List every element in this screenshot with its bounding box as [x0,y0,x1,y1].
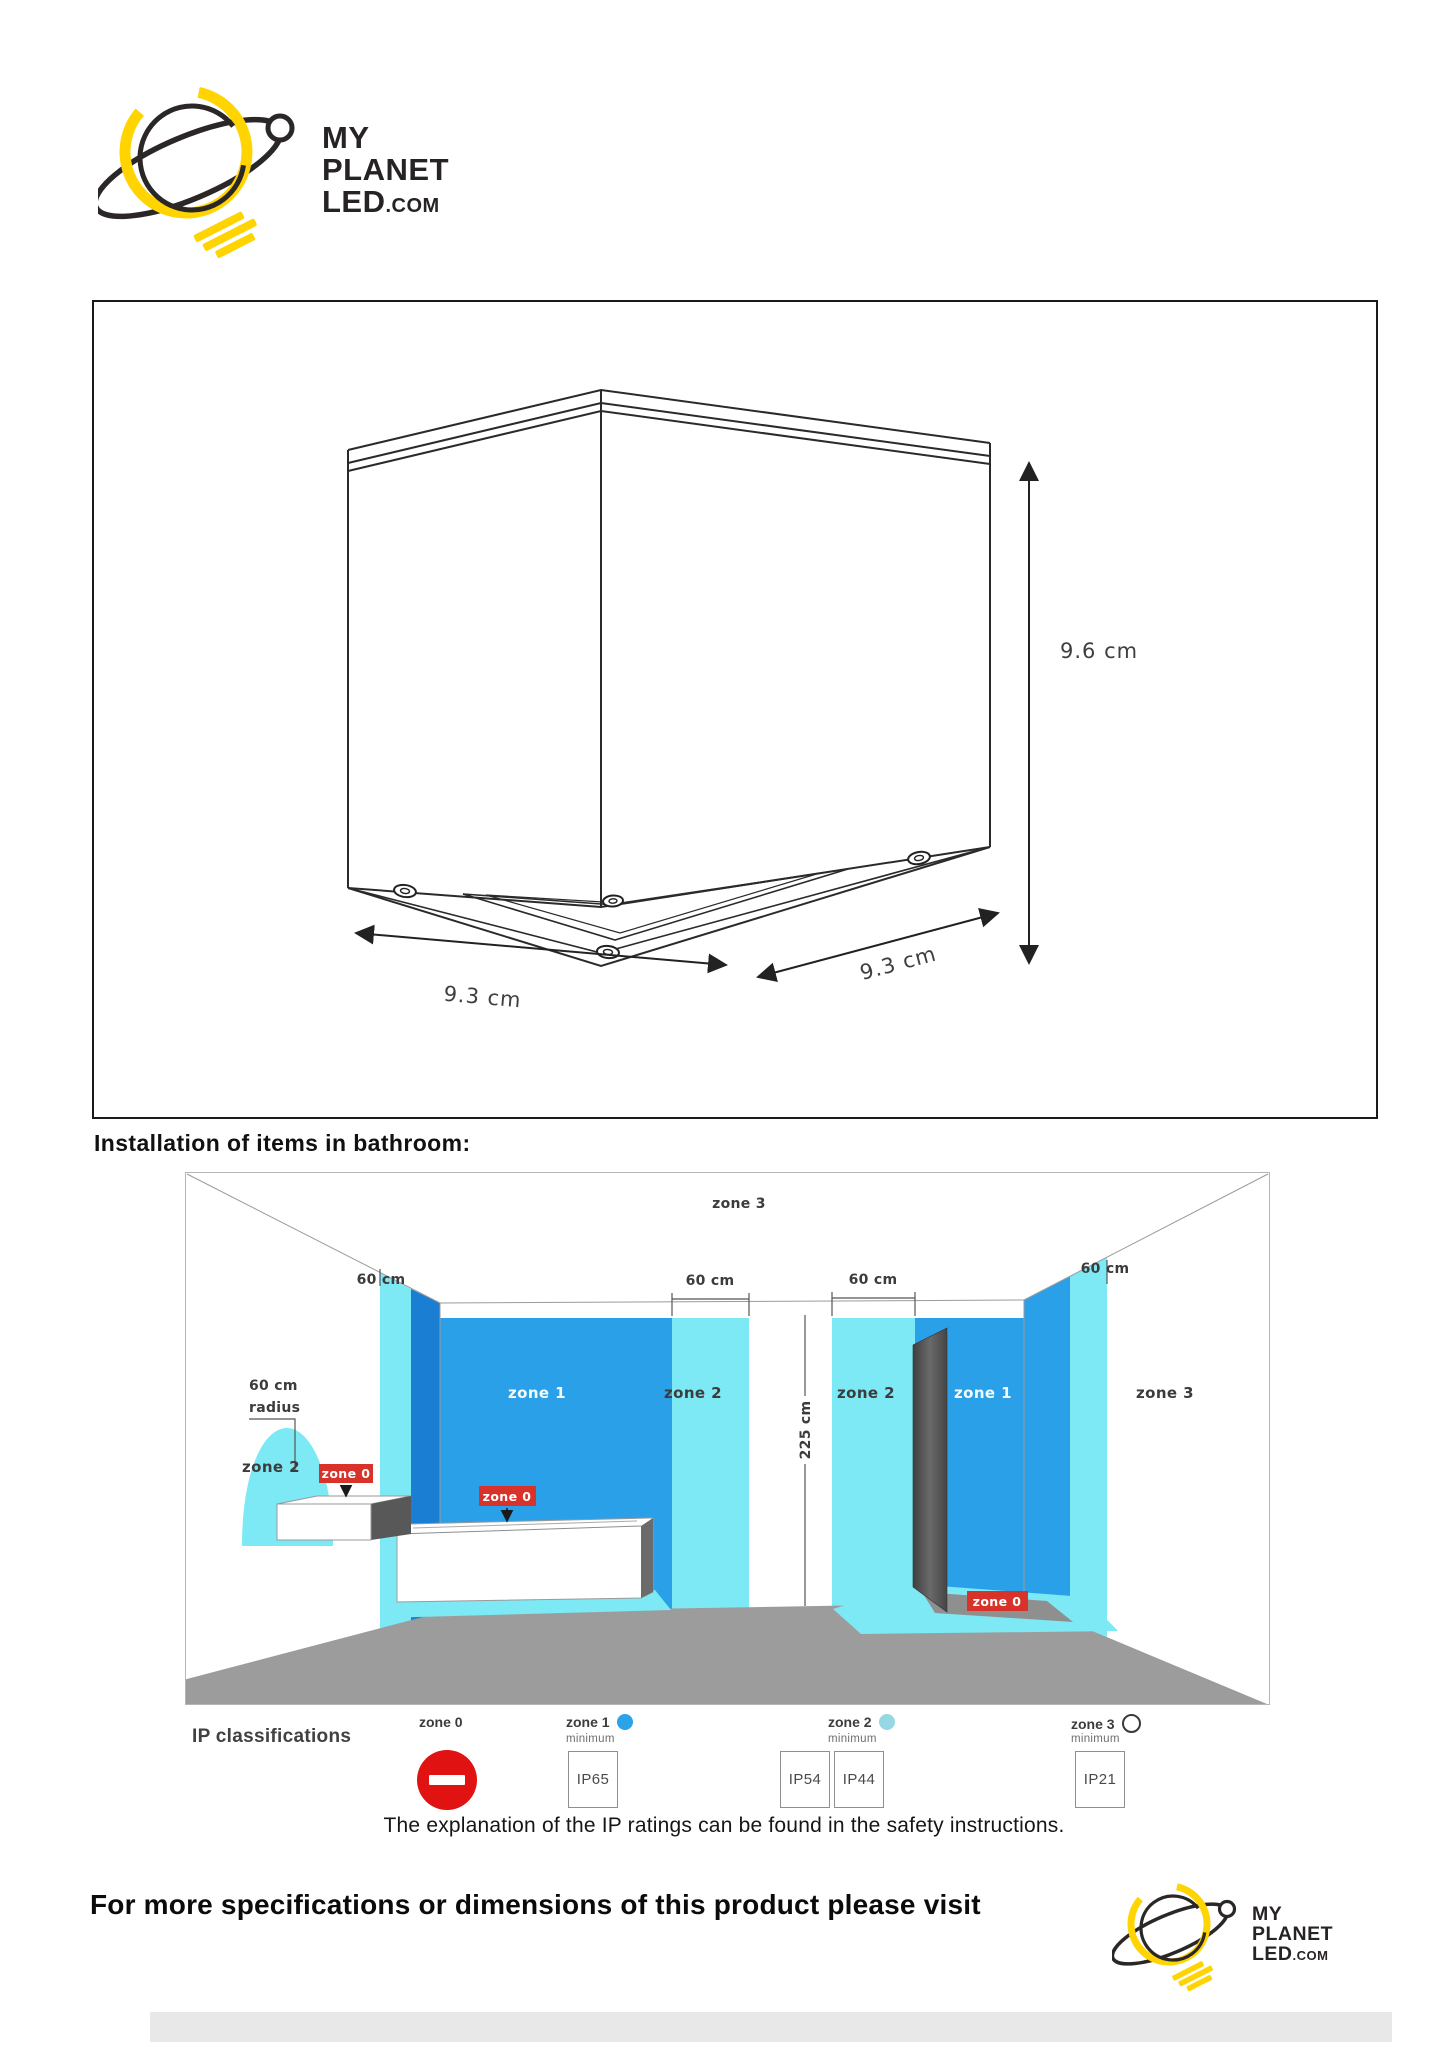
bathtub [381,1518,671,1618]
legend-zone2-minimum: minimum [828,1733,877,1745]
zone1-dot-icon [617,1714,633,1730]
ip-ratings-note: The explanation of the IP ratings can be found in the safety instructions. [383,1814,1065,1837]
cube-outline [348,390,990,966]
bathroom-zones-diagram [185,1172,1270,1705]
zone3-wall-label: zone 3 [1136,1384,1194,1402]
footer-planet-icon [1112,1879,1235,1995]
planet-icon [98,80,292,264]
depth-dimension-label: 9.3 cm [857,941,940,985]
legend-zone1-minimum: minimum [566,1733,615,1745]
legend-zone0-text: zone 0 [419,1714,463,1730]
zone3-ceiling-label: zone 3 [712,1196,766,1212]
section-heading: Installation of items in bathroom: [94,1130,471,1156]
zone3-circle-icon [1122,1714,1141,1733]
zone1-main-label: zone 1 [508,1384,566,1402]
zone2-shower-label: zone 2 [837,1384,895,1402]
logo-word-planet: PLANET [322,152,449,187]
ip44-box: IP44 [834,1751,884,1808]
logo-word-led-suffix: .COM [385,195,440,217]
dim-60cm-right: 60 cm [848,1272,898,1288]
no-entry-bar [429,1775,465,1785]
height-225cm-label: 225 cm [798,1400,814,1460]
zone0-badge-shower-label: zone 0 [972,1594,1022,1609]
zone2-main-label: zone 2 [664,1384,722,1402]
zone0-badge-shower [967,1591,1028,1611]
legend-zone3-label [1071,1714,1141,1733]
bottom-bar [150,2012,1392,2042]
height-dimension-label: 9.6 cm [1060,639,1139,663]
product-drawing [94,302,1376,1117]
legend-zone3-minimum: minimum [1071,1733,1120,1745]
ip54-box: IP54 [780,1751,830,1808]
product-drawing-frame [92,300,1378,1119]
brand-logo [98,68,498,283]
no-entry-icon [417,1750,477,1810]
legend-title: IP classifications [192,1726,352,1747]
radius-label-line2: radius [249,1400,301,1416]
radius-label-line1: 60 cm [249,1378,298,1394]
footer-text: For more specifications or dimensions of this product please visit [90,1889,981,1920]
dimension-arrows [356,463,1029,977]
footer-logo-word-led [1252,1943,1328,1965]
dim-60cm-mid: 60 cm [685,1273,735,1289]
zone0-badge-bath-label: zone 0 [482,1489,532,1504]
dim-60cm-left: 60 cm [356,1272,406,1288]
footer-logo-word-led-main: LED [1252,1943,1293,1965]
legend-zone3-text: zone 3 [1071,1715,1115,1732]
legend-zone0-label [419,1714,463,1730]
ip65-box: IP65 [568,1751,618,1808]
legend-zone1-label [566,1714,633,1730]
zone1-shower-label: zone 1 [954,1384,1012,1402]
logo-word-led-main: LED [322,184,386,219]
footer-brand-logo [1112,1872,1412,1997]
zone0-badge-sink-label: zone 0 [321,1466,371,1481]
legend-zone2-text: zone 2 [828,1714,872,1730]
legend-zone2-label [828,1714,895,1730]
ip21-box: IP21 [1075,1751,1125,1808]
dim-60cm-far-right: 60 cm [1080,1261,1130,1277]
footer-logo-word-led-suffix: .COM [1292,1948,1329,1963]
legend-zone1-text: zone 1 [566,1714,610,1730]
zone2-sink-label: zone 2 [242,1458,300,1476]
width-dimension-label: 9.3 cm [442,981,523,1013]
zone2-dot-icon [879,1714,895,1730]
footer-logo-word-my: MY [1252,1903,1283,1925]
logo-word-led [322,184,440,219]
footer-logo-word-planet: PLANET [1252,1923,1333,1945]
logo-word-my: MY [322,120,370,155]
